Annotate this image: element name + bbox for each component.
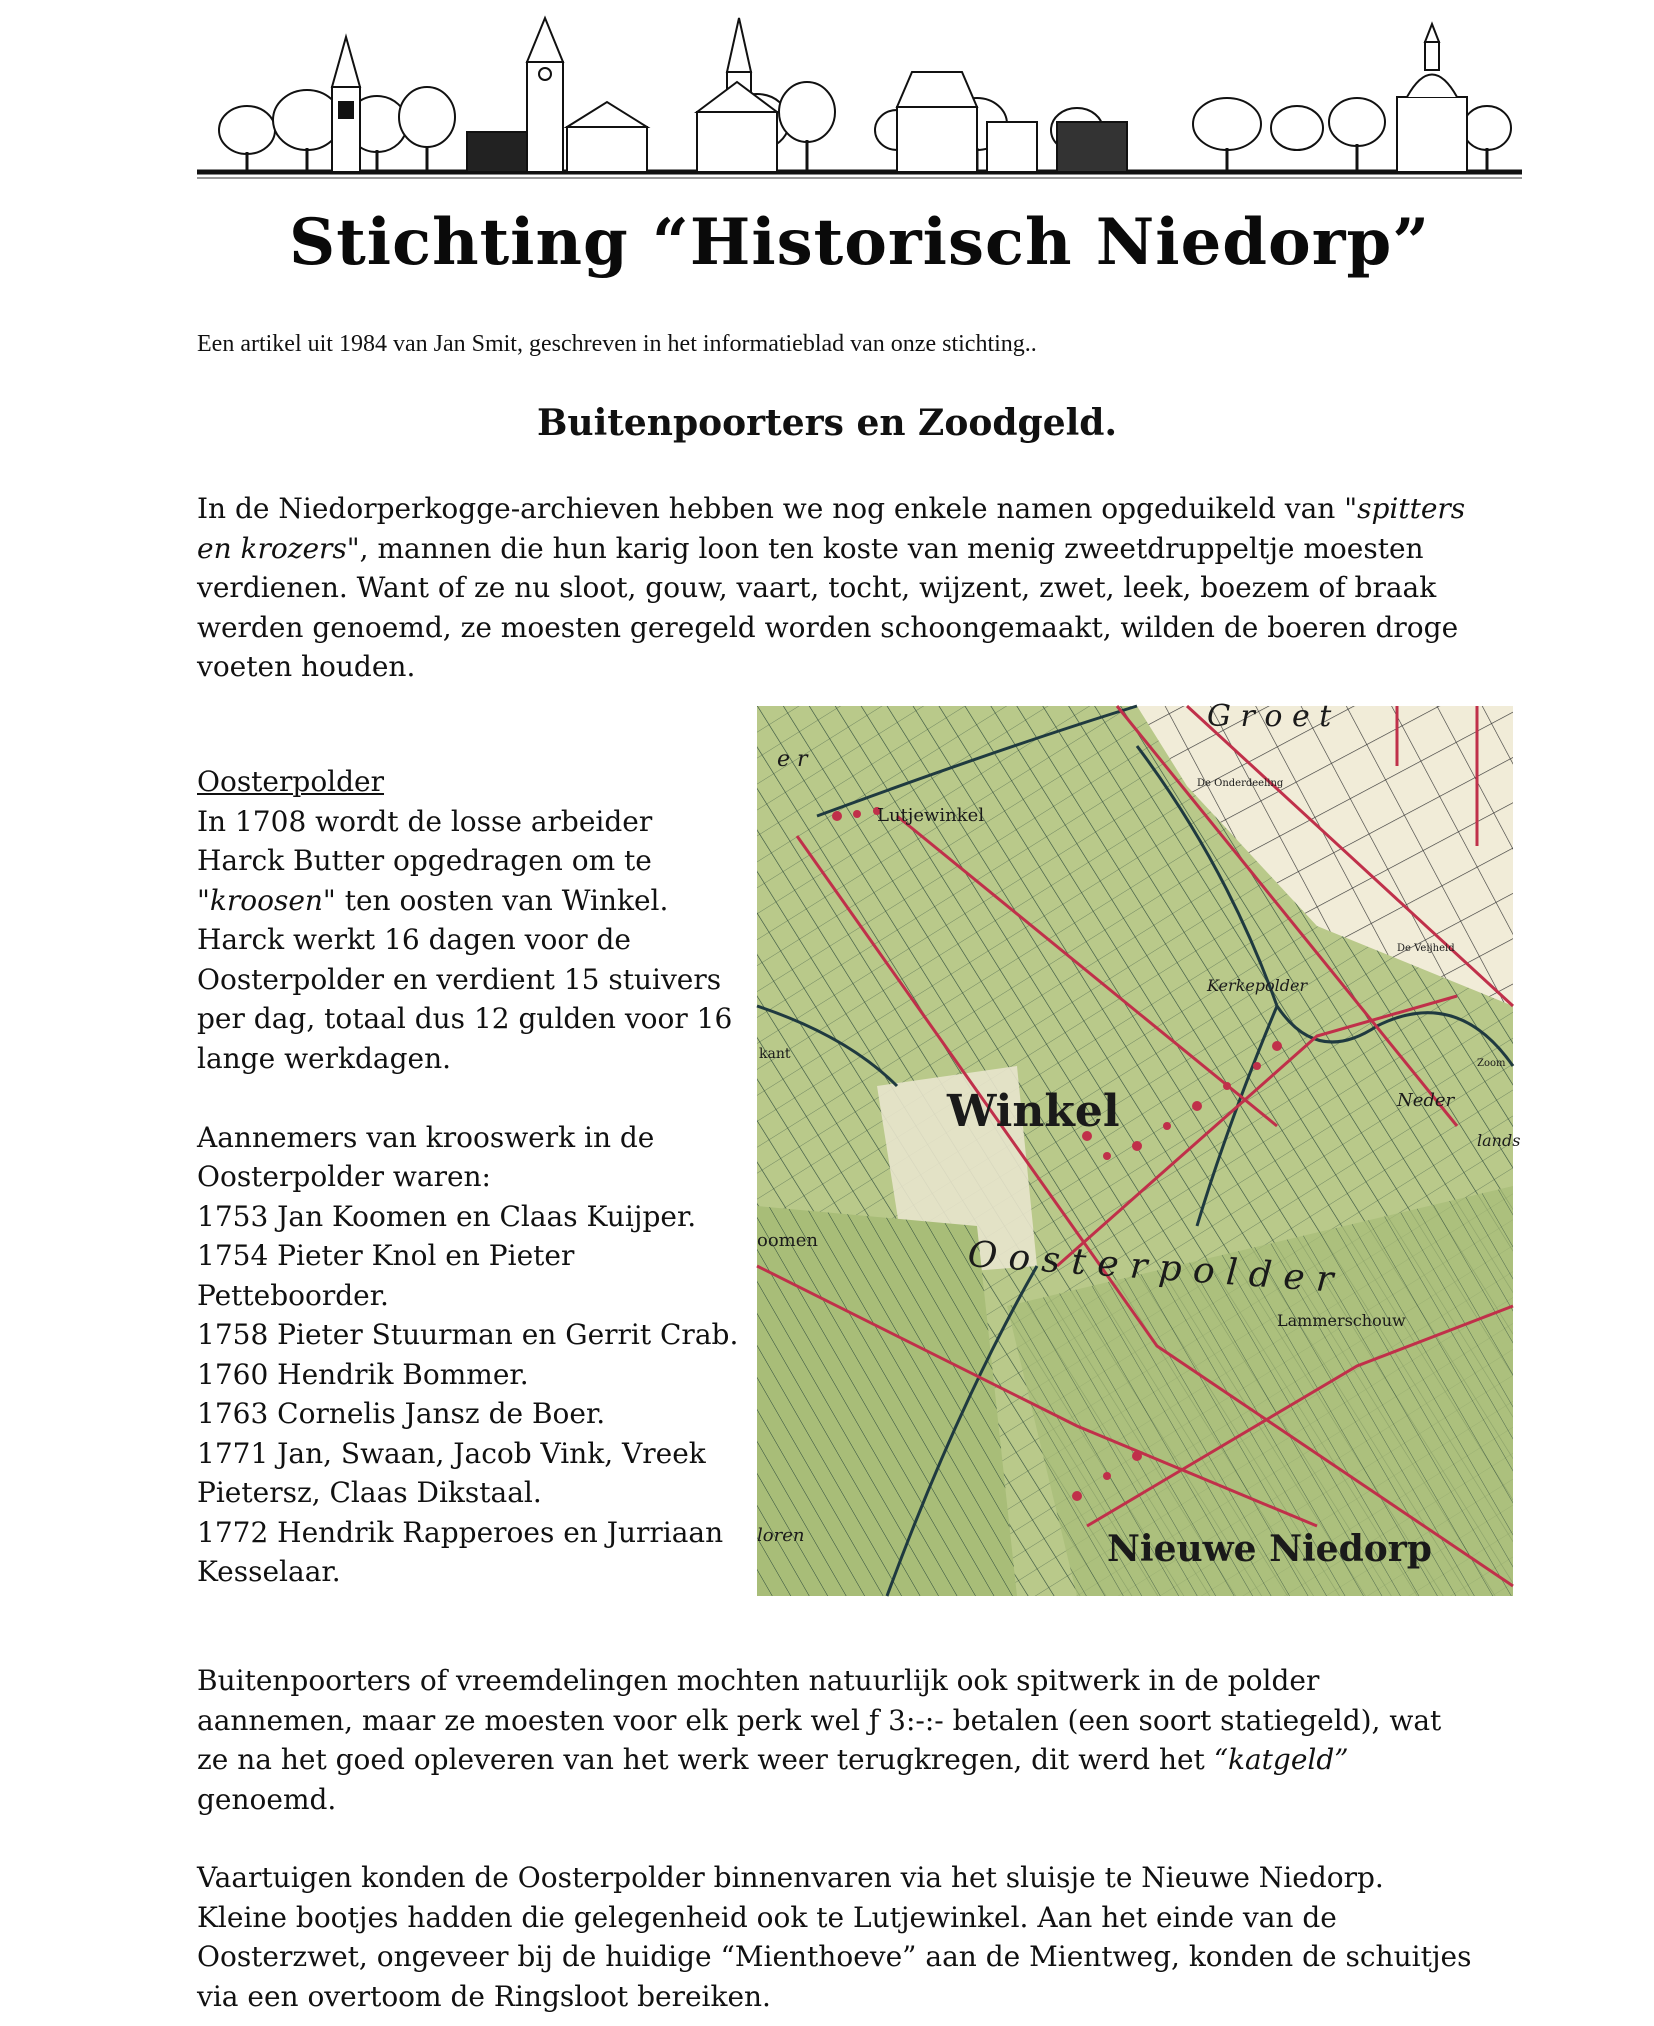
contractor-line: Petteboorder. bbox=[197, 1278, 389, 1312]
article-title: Buitenpoorters en Zoodgeld. bbox=[537, 402, 1117, 444]
text-line: genoemd. bbox=[197, 1782, 337, 1816]
text-line: Kleine bootjes hadden die gelegenheid ook te Lutjewinkel. Aan het einde van de bbox=[197, 1900, 1337, 1934]
contractor-line: 1771 Jan, Swaan, Jacob Vink, Vreek bbox=[197, 1436, 706, 1470]
oosterpolder-section bbox=[197, 762, 757, 1592]
text-line: Harck werkt 16 dagen voor de bbox=[197, 923, 631, 956]
paragraph-buitenpoorters bbox=[197, 1661, 1507, 1819]
map-label-groet: G r o e t bbox=[1207, 699, 1332, 734]
text-line: lange werkdagen. bbox=[197, 1041, 452, 1075]
contractor-line: 1753 Jan Koomen en Claas Kuijper. bbox=[197, 1199, 697, 1233]
map-label-zoom: Zoom bbox=[1477, 1058, 1506, 1069]
paragraph-vaartuigen bbox=[197, 1858, 1507, 2016]
contractor-line: 1763 Cornelis Jansz de Boer. bbox=[197, 1397, 606, 1430]
text-line: Harck Butter opgedragen om te bbox=[197, 844, 652, 877]
map-label-koomen: oomen bbox=[757, 1230, 818, 1251]
text-line: Oosterzwet, ongeveer bij de huidige “Mienthoeve” aan de Mientweg, konden de schuitjes bbox=[197, 1940, 1472, 1973]
text-line: Buitenpoorters of vreemdelingen mochten natuurlijk ook spitwerk in de polder bbox=[197, 1664, 1320, 1697]
map-label-de-veijheid: De Veijheid bbox=[1397, 943, 1455, 954]
contractor-line: 1754 Pieter Knol en Pieter bbox=[197, 1239, 575, 1272]
map-label-winkel: Winkel bbox=[947, 1086, 1120, 1137]
map-label-neder: Neder bbox=[1397, 1090, 1455, 1111]
text-line: "kroosen" ten oosten van Winkel. bbox=[197, 883, 669, 917]
text-line: aannemen, maar ze moesten voor elk perk wel ƒ 3:-:- betalen (een soort statiegeld), wat bbox=[197, 1703, 1442, 1737]
map-label-lutjewinkel: Lutjewinkel bbox=[877, 805, 985, 826]
blank-line bbox=[197, 1078, 757, 1118]
text-line: werden genoemd, ze moesten geregeld worden schoongemaakt, wilden de boeren droge bbox=[197, 610, 1459, 644]
text-line: Oosterpolder waren: bbox=[197, 1160, 491, 1193]
paragraph-introduction bbox=[197, 489, 1487, 687]
text-line: en krozers", mannen die hun karig loon ten koste van menig zweetdruppeltje moesten bbox=[197, 531, 1424, 565]
text-line: verdienen. Want of ze nu sloot, gouw, vaart, tocht, wijzent, zwet, leek, boezem of braak bbox=[197, 571, 1437, 604]
text-line: per dag, totaal dus 12 gulden voor 16 bbox=[197, 1002, 733, 1035]
text-line: ze na het goed opleveren van het werk weer terugkregen, dit werd het “katgeld” bbox=[197, 1743, 1349, 1776]
text-line: voeten houden. bbox=[197, 650, 416, 683]
map-label-nieuwe-niedorp: Nieuwe Niedorp bbox=[1107, 1528, 1432, 1570]
contractor-line: 1758 Pieter Stuurman en Gerrit Crab. bbox=[197, 1318, 739, 1351]
text-line: In 1708 wordt de losse arbeider bbox=[197, 804, 653, 838]
organization-title: Stichting “Historisch Niedorp” bbox=[289, 205, 1430, 280]
text-line: Aannemers van krooswerk in de bbox=[197, 1120, 655, 1154]
map-label-oosterpolder: O o s t e r p o l d e r bbox=[966, 1234, 1335, 1301]
map-label-kerkepolder: Kerkepolder bbox=[1207, 976, 1308, 995]
contractor-line: 1760 Hendrik Bommer. bbox=[197, 1357, 529, 1391]
map-label-kant: kant bbox=[759, 1046, 791, 1062]
map-label-lammerschouw: Lammerschouw bbox=[1277, 1311, 1406, 1330]
map-label-de-onderdeeling: De Onderdeeling bbox=[1197, 778, 1284, 789]
text-line: Oosterpolder en verdient 15 stuivers bbox=[197, 962, 722, 996]
text-line: Vaartuigen konden de Oosterpolder binnenvaren via het sluisje te Nieuwe Niedorp. bbox=[197, 1861, 1384, 1894]
text-line: In de Niedorperkogge-archieven hebben we nog enkele namen opgeduikeld van "spitters bbox=[197, 492, 1466, 525]
historic-map-oosterpolder bbox=[757, 699, 1521, 1596]
section-heading: Oosterpolder bbox=[197, 765, 385, 798]
village-skyline-illustration bbox=[197, 12, 1522, 192]
contractor-line: Pietersz, Claas Dikstaal. bbox=[197, 1476, 542, 1509]
text-line: via een overtoom de Ringsloot bereiken. bbox=[197, 1979, 771, 2013]
map-label-lands: lands bbox=[1477, 1131, 1521, 1150]
map-label-er: e r bbox=[777, 747, 808, 772]
intro-line: Een artikel uit 1984 van Jan Smit, geschreven in het informatieblad van onze stichting.. bbox=[197, 331, 1037, 357]
map-label-loren: loren bbox=[757, 1525, 805, 1546]
contractor-line: 1772 Hendrik Rapperoes en Jurriaan bbox=[197, 1515, 724, 1549]
contractor-line: Kesselaar. bbox=[197, 1555, 341, 1588]
